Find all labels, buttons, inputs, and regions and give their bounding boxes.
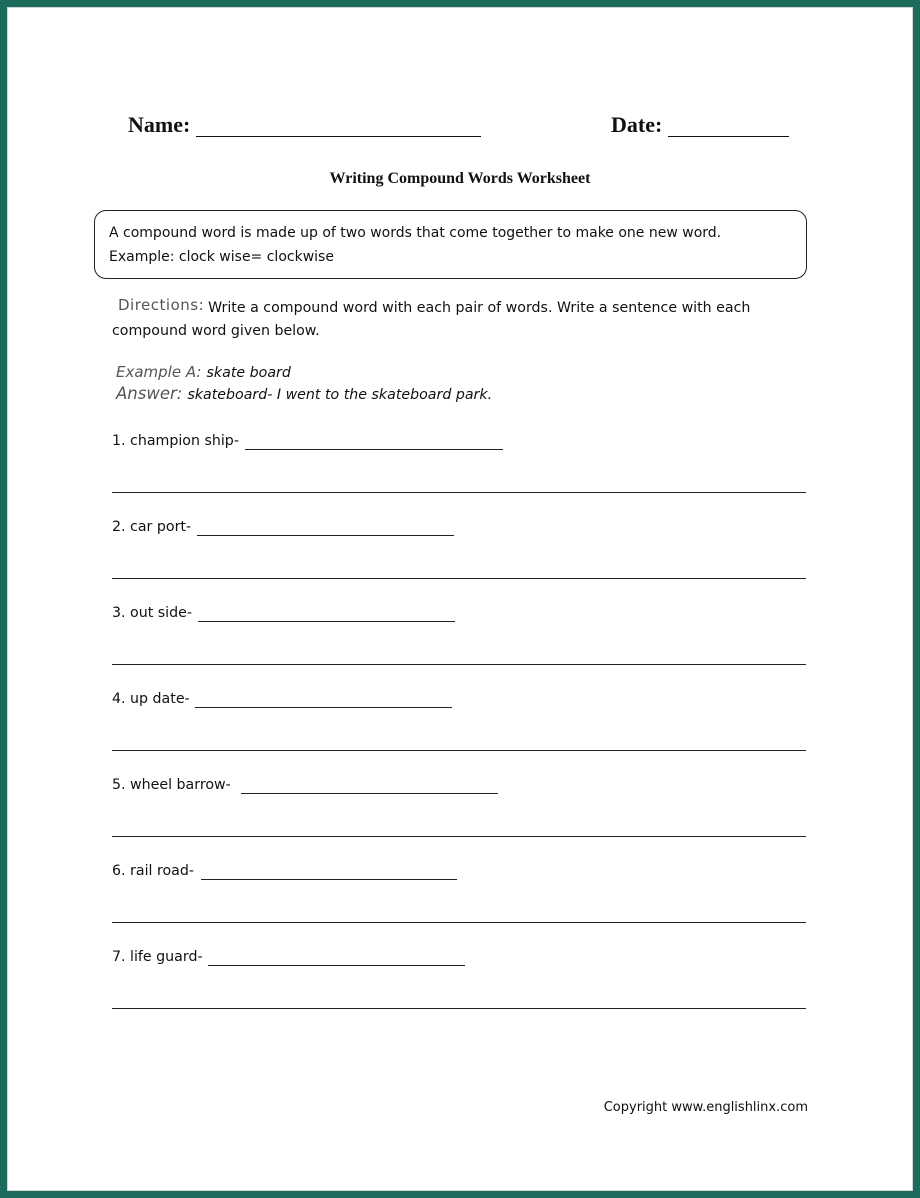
date-label: Date: xyxy=(611,112,663,137)
compound-word-blank[interactable] xyxy=(195,707,452,708)
question-text: 2. car port- xyxy=(112,519,192,535)
compound-word-blank[interactable] xyxy=(208,965,465,966)
question-text: 6. rail road- xyxy=(112,863,194,879)
definition-example: Example: clock wise= clockwise xyxy=(109,249,334,265)
sentence-blank[interactable] xyxy=(112,922,806,923)
question-item xyxy=(112,949,806,1009)
name-blank[interactable] xyxy=(196,136,481,137)
name-label: Name: xyxy=(128,112,191,137)
example-row xyxy=(116,362,291,381)
answer-value: skateboard- I went to the skateboard park. xyxy=(187,387,493,403)
answer-row xyxy=(116,384,492,403)
question-item xyxy=(112,519,806,579)
definition-text: A compound word is made up of two words that come together to make one new word. xyxy=(109,225,722,241)
question-item xyxy=(112,691,806,751)
question-item xyxy=(112,433,806,493)
question-text: 3. out side- xyxy=(112,605,192,621)
sentence-blank[interactable] xyxy=(112,750,806,751)
sentence-blank[interactable] xyxy=(112,492,806,493)
sentence-blank[interactable] xyxy=(112,664,806,665)
question-text: 1. champion ship- xyxy=(112,433,239,449)
question-item xyxy=(112,777,806,837)
compound-word-blank[interactable] xyxy=(197,535,454,536)
definition-box xyxy=(94,210,807,279)
directions-text: Write a compound word with each pair of words. Write a sentence with each compound word given below. xyxy=(112,300,751,339)
compound-word-blank[interactable] xyxy=(198,621,455,622)
copyright-text: Copyright www.englishlinx.com xyxy=(603,1100,808,1115)
question-item xyxy=(112,605,806,665)
compound-word-blank[interactable] xyxy=(241,793,498,794)
compound-word-blank[interactable] xyxy=(201,879,457,880)
worksheet-title: Writing Compound Words Worksheet xyxy=(329,170,591,187)
example-label: Example A: xyxy=(116,363,202,381)
answer-label: Answer: xyxy=(116,384,183,403)
example-value: skate board xyxy=(206,365,291,381)
compound-word-blank[interactable] xyxy=(245,449,503,450)
date-blank[interactable] xyxy=(668,136,789,137)
sentence-blank[interactable] xyxy=(112,1008,806,1009)
directions-label: Directions: xyxy=(118,296,205,314)
header-row xyxy=(128,112,808,142)
question-item xyxy=(112,863,806,923)
sentence-blank[interactable] xyxy=(112,836,806,837)
question-text: 5. wheel barrow- xyxy=(112,777,231,793)
directions xyxy=(112,296,812,343)
question-text: 4. up date- xyxy=(112,691,190,707)
question-text: 7. life guard- xyxy=(112,949,203,965)
sentence-blank[interactable] xyxy=(112,578,806,579)
